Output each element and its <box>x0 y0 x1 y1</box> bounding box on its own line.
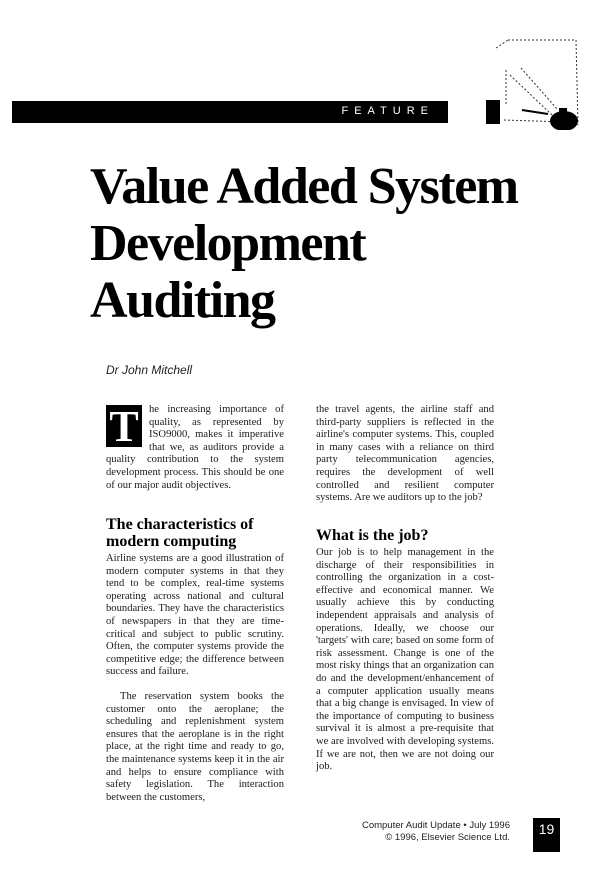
title-line: Value Added System <box>90 158 518 215</box>
body-paragraph: Our job is to help management in the discharge of their responsibilities in controlling the organization in a cost-effective and economical manner. We usually achieve this by conducting independent appraisals and analysis of operations. Ideally, we choose our 'targets' with care; based on some form of risk assessment. Change is one of the most risky things that an organization can do and the development/enhancement of a computer application usually means that a big change is envisaged. In view of the importance of computing to business survival it is almost a pre-requisite that we are involved with developing systems. If we are not, then we are not doing our job. <box>316 547 494 773</box>
publication-line: Computer Audit Update • July 1996 <box>361 820 510 831</box>
intro-column-left <box>106 404 284 492</box>
intro-paragraph: he increasing importance of quality, as represented by ISO9000, makes it imperative that we, as auditors provide a quality contribution to the system development process. This should be one of our major audit objectives. <box>106 404 284 491</box>
title-line: Auditing <box>90 272 275 329</box>
section-body-characteristics <box>106 553 284 804</box>
page-number: 19 <box>533 818 560 852</box>
page-footer <box>362 820 510 844</box>
intro-column-right <box>316 404 494 505</box>
section-label: FEATURE <box>341 105 434 117</box>
feature-banner <box>12 101 448 123</box>
author-byline: Dr John Mitchell <box>106 363 193 377</box>
body-paragraph: Airline systems are a good illustration of modern computer systems in that they tend to be complex, real-time systems operating across national and cultural boundaries. They have the characteristics of newspapers in that they are time-critical and subject to public scrutiny. Often, the computer systems provide the competitive edge; the difference between success and failure. <box>106 553 284 678</box>
copyright-line: © 1996, Elsevier Science Ltd. <box>385 832 510 843</box>
section-heading-characteristics: The characteristics of modern computing <box>106 516 254 550</box>
body-paragraph: The reservation system books the customer onto the aeroplane; the scheduling and replenishment system ensures that the aeroplane is in the right place, at the right time and ready to go, the maintenance systems keep it in the air and helps to ensure compliance with safety legislation. The interaction between the customers, <box>106 690 284 803</box>
section-body-what-is-the-job <box>316 547 494 774</box>
drop-cap: T <box>106 405 142 447</box>
desk-lamp-illustration-icon <box>486 30 596 130</box>
section-heading-what-is-the-job: What is the job? <box>316 527 429 544</box>
article-title <box>90 158 560 329</box>
intro-continuation-paragraph: the travel agents, the airline staff and third-party suppliers is reflected in the airline's computer systems. This, coupled in many cases with a reliance on third party telecommunication agencies, requires the development of well controlled and resilient computer systems. Are we auditors up to the job? <box>316 404 494 504</box>
title-line: Development <box>90 215 366 272</box>
